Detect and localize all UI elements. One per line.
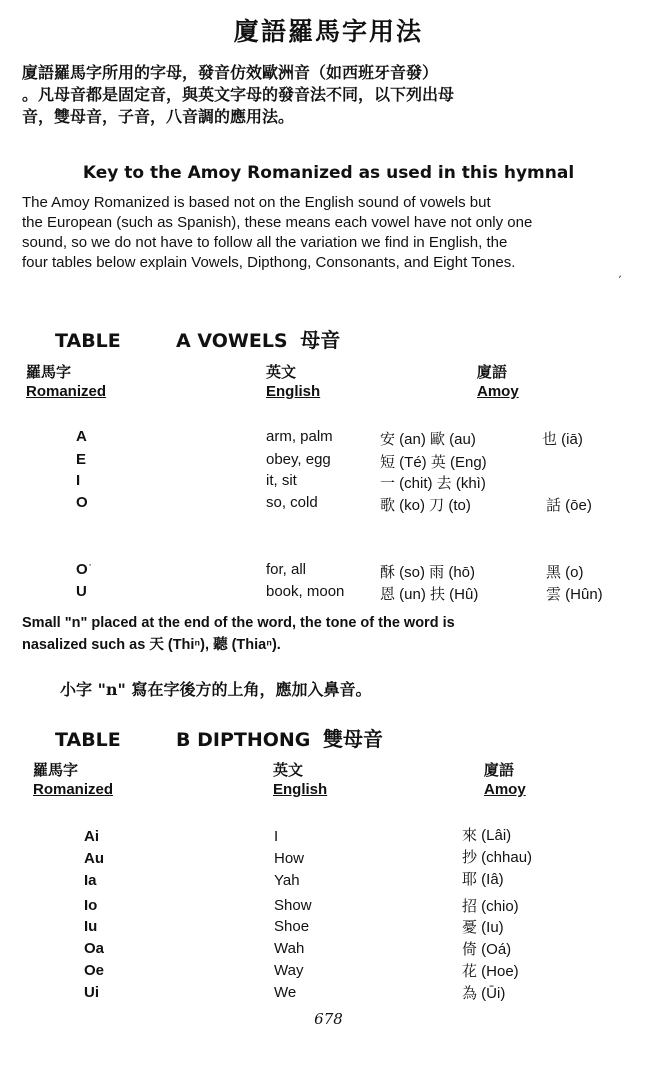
table-a-label: TABLE [55,330,121,352]
chinese-intro-line: 廈語羅馬字所用的字母，發音仿效歐洲音（如西班牙音發） [22,63,439,82]
dipthong-romanized: Ia [84,872,97,889]
nasal-note-chinese: 小字 "n" 寫在字後方的上角，應加入鼻音。 [60,680,372,699]
table-b-label: TABLE [55,729,121,751]
dipthong-romanized: Au [84,850,104,867]
dipthong-amoy: 抄 (chhau) [462,849,533,866]
vowel-amoy-extra: 話 (ōe) [546,497,592,514]
vowel-amoy: 短 (Té) 英 (Eng) [380,454,487,471]
vowel-amoy: 一 (chit) 去 (khì) [380,475,486,492]
dipthong-romanized: Iu [84,918,98,935]
nasal-note-line: nasalized such as 天 (Thiⁿ), 聽 (Thiaⁿ). [22,637,281,653]
vowel-english: arm, palm [266,428,333,445]
vowel-amoy: 安 (an) 歐 (au) [380,431,476,448]
vowel-amoy: 歌 (ko) 刀 (to) [380,497,471,514]
dipthong-english: I [274,828,279,845]
dipthong-amoy: 憂 (Iu) [462,919,504,936]
page-number: 678 [314,1010,343,1028]
table-a-name: VOWELS [197,330,288,352]
header-english: 英文 English [273,761,328,798]
vowel-romanized: I [76,472,81,489]
nasal-note-line: Small "n" placed at the end of the word, the tone of the word is [22,615,455,631]
dipthong-romanized: Oe [84,962,105,979]
dipthong-romanized: Ai [84,828,99,845]
dipthong-english: Yah [274,872,300,889]
vowel-english: so, cold [266,494,318,511]
vowel-amoy: 恩 (un) 扶 (Hû) [380,586,479,603]
vowel-romanized: O [76,494,88,511]
vowel-english: for, all [266,561,307,578]
vowel-amoy-extra: 黑 (o͘) [546,564,584,581]
english-intro-line: sound, so we do not have to follow all the variation we find in English, the [22,234,508,251]
vowel-english: book, moon [266,583,345,600]
vowel-amoy-extra: 也 (iā) [542,431,583,448]
english-intro-line: the European (such as Spanish), these means each vowel have not only one [22,214,533,231]
dipthong-english: Way [274,962,304,979]
vowel-romanized: A [76,428,87,445]
dipthong-amoy: 倚 (Oá) [462,941,512,958]
dipthong-romanized: Io [84,897,98,914]
vowel-romanized: U [76,583,87,600]
vowel-english: it, sit [266,472,297,489]
vowel-english: obey, egg [266,451,331,468]
nasal-note [22,612,634,656]
stray-mark: ʼ [618,275,622,286]
header-english: 英文 English [266,363,321,400]
page-title: 廈語羅馬字用法 [233,17,423,46]
english-intro [22,193,634,273]
header-romanized: 羅馬字 Romanized [33,761,114,798]
dipthong-amoy: 為 (Ūi) [462,985,506,1002]
dipthong-amoy: 招 (chio) [462,898,519,915]
vowel-amoy: 酥 (so͘) 雨 (hō͘) [380,564,476,581]
dipthong-english: We [274,984,297,1001]
vowel-romanized: E [76,451,87,468]
header-amoy: 廈語 Amoy [484,761,526,798]
english-intro-line: The Amoy Romanized is based not on the English sound of vowels but [22,194,491,211]
table-b-letter: B [176,729,191,751]
dipthong-romanized: Ui [84,984,99,1001]
chinese-intro-line: 音，雙母音，子音，八音調的應用法。 [22,107,295,126]
chinese-intro-line: 。凡母音都是固定音，與英文字母的發音法不同，以下列出母 [22,85,455,104]
chinese-intro [22,62,622,128]
vowel-romanized: O͘ [76,561,88,578]
dipthong-english: Wah [274,940,305,957]
header-amoy: 廈語 Amoy [477,363,519,400]
table-a-name-zh: 母音 [300,328,341,352]
english-intro-line: four tables below explain Vowels, Dipthong, Consonants, and Eight Tones. [22,254,516,271]
dipthong-english: How [274,850,305,867]
table-a-title [55,324,340,353]
dipthong-amoy: 花 (Hoe) [462,963,519,980]
dipthong-romanized: Oa [84,940,105,957]
header-romanized: 羅馬字 Romanized [26,363,107,400]
dipthong-english: Shoe [274,918,310,935]
dipthong-amoy: 來 (Lâi) [462,827,512,844]
table-b-title [55,723,383,752]
dipthong-amoy: 耶 (Iâ) [462,871,504,888]
vowel-amoy-extra: 雲 (Hûn) [546,586,603,603]
english-heading: Key to the Amoy Romanized as used in this hymnal [82,163,575,183]
dipthong-english: Show [274,897,312,914]
table-b-name-zh: 雙母音 [323,727,384,751]
table-a-letter: A [176,330,191,352]
table-b-name: DIPTHONG [197,729,311,751]
